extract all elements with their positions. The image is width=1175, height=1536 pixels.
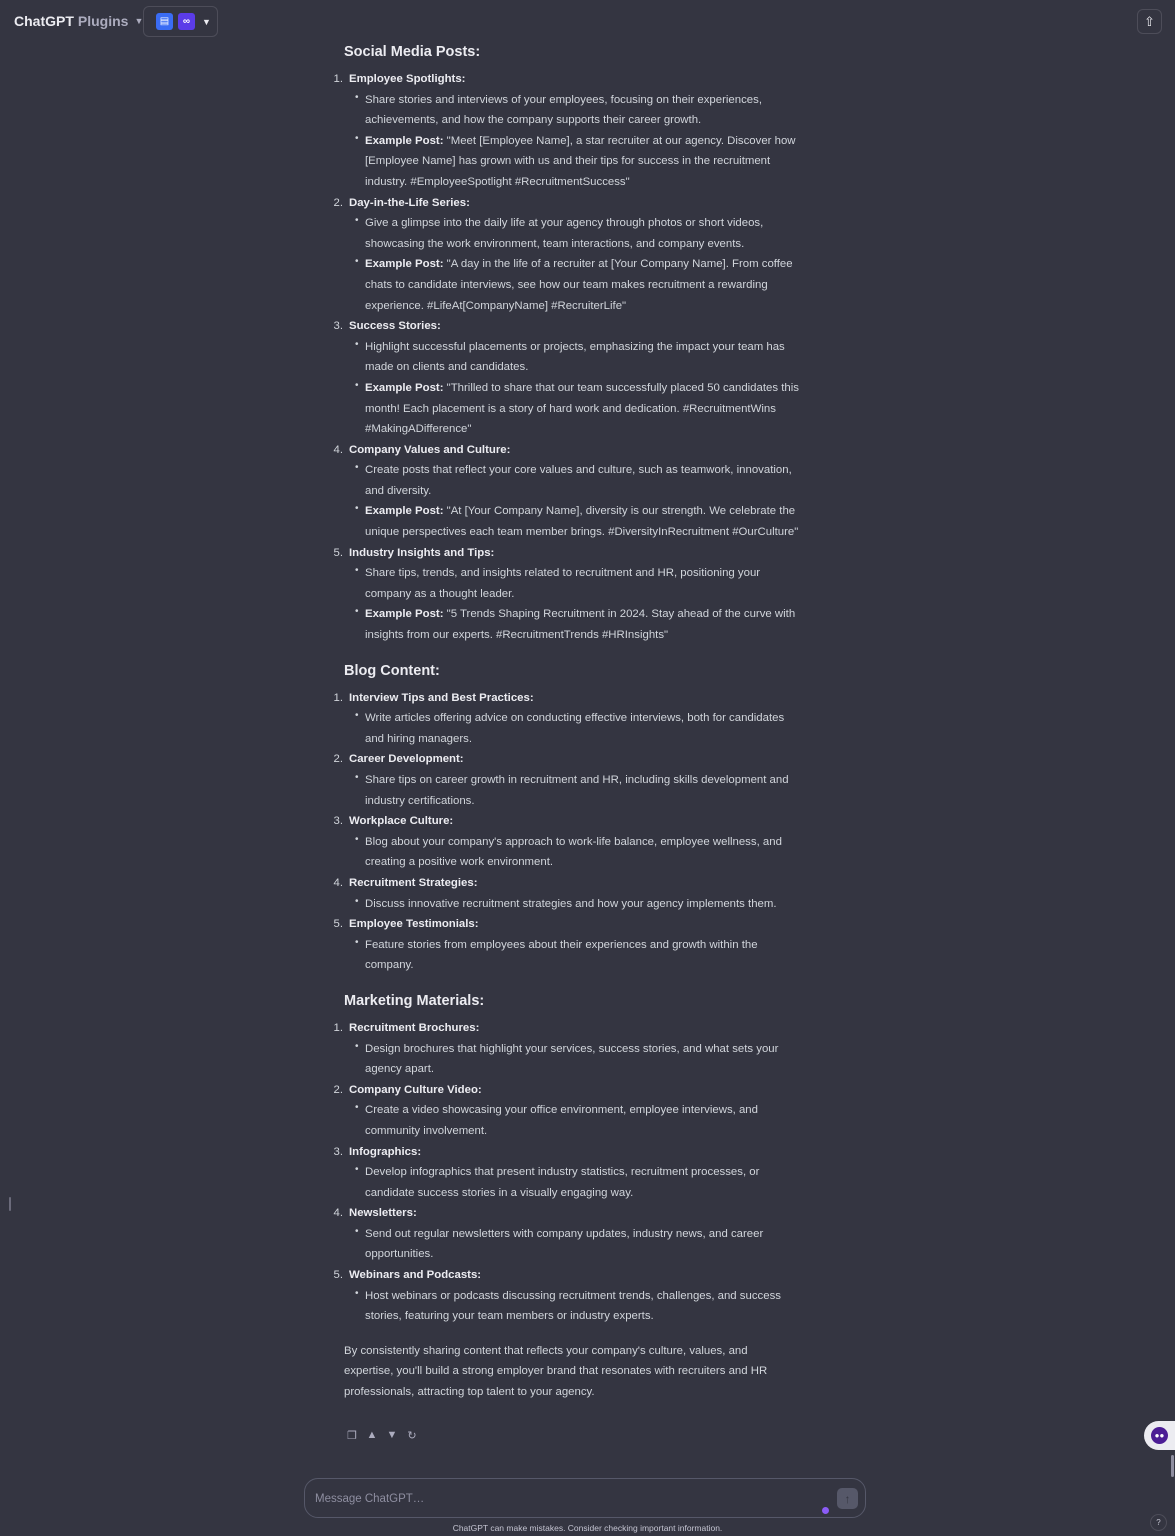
bullet-list — [332, 563, 802, 645]
bullet-text: Write articles offering advice on conducting effective interviews, both for candidates and hiring managers. — [365, 712, 785, 745]
numbered-list — [332, 688, 802, 976]
bullet-text: Create a video showcasing your office environment, employee interviews, and community involvement. — [365, 1104, 758, 1137]
bullet-list — [332, 460, 802, 542]
bullet-text: Create posts that reflect your core values and culture, such as teamwork, innovation, and diversity. — [365, 464, 792, 497]
list-item — [332, 193, 802, 317]
list-number: 2. — [333, 1083, 343, 1096]
message-actions — [345, 1429, 419, 1442]
list-number: 4. — [333, 1207, 343, 1220]
section-heading: Blog Content: — [344, 662, 440, 679]
document-plugin-icon: ▤ — [156, 13, 173, 30]
list-item-title — [332, 193, 802, 214]
bullet-text: Blog about your company's approach to work-life balance, employee wellness, and creating a positive work environment. — [365, 835, 782, 869]
list-item-heading: Industry Insights and Tips: — [349, 546, 495, 559]
bullet-item — [365, 254, 802, 316]
bullet-item — [365, 501, 802, 542]
bullet-list — [332, 337, 802, 440]
help-button[interactable] — [1150, 1514, 1167, 1531]
bullet-list — [332, 1224, 802, 1265]
list-item-title — [332, 543, 802, 564]
list-item-title — [332, 873, 802, 894]
list-item-title — [332, 914, 802, 935]
example-label: Example Post: — [365, 505, 444, 518]
list-item — [332, 440, 802, 543]
share-button[interactable] — [1137, 9, 1162, 34]
list-number: 5. — [333, 918, 343, 931]
example-label: Example Post: — [365, 258, 444, 271]
bullet-list — [332, 1162, 802, 1203]
list-item — [332, 1203, 802, 1265]
list-item — [332, 316, 802, 440]
bullet-text: "Thrilled to share that our team successfully placed 50 candidates this month! Each placement is a story of hard work and dedication. #RecruitmentWins #MakingADifference" — [365, 381, 799, 436]
bullet-text: Highlight successful placements or projects, emphasizing the impact your team has made on clients and candidates. — [365, 340, 785, 374]
bullet-list — [332, 90, 802, 193]
list-item-title — [332, 1142, 802, 1163]
bullet-item — [365, 1162, 802, 1203]
example-label: Example Post: — [365, 608, 444, 621]
chevron-down-icon: ▼ — [202, 16, 211, 27]
section-heading: Marketing Materials: — [344, 992, 485, 1009]
assistant-message — [332, 41, 802, 1403]
bullet-item — [365, 337, 802, 378]
chevron-down-icon: ▼ — [134, 16, 144, 26]
bullet-item — [365, 894, 802, 915]
thumbs-down-icon[interactable]: ▼ — [386, 1429, 398, 1441]
list-item — [332, 688, 802, 750]
list-item-heading: Employee Spotlights: — [349, 73, 466, 85]
model-name: Plugins — [77, 13, 129, 29]
copy-icon[interactable]: ❐ — [347, 1430, 357, 1442]
list-number: 1. — [333, 691, 343, 704]
bullet-list — [332, 708, 802, 749]
send-button[interactable] — [837, 1488, 858, 1509]
list-item-heading: Career Development: — [349, 753, 464, 766]
list-number: 2. — [333, 196, 343, 209]
bullet-item — [365, 1286, 802, 1327]
scrollbar[interactable] — [1171, 1455, 1174, 1477]
bullet-text: Host webinars or podcasts discussing recruitment trends, challenges, and success stories, featuring your team members or industry experts. — [365, 1289, 781, 1323]
bullet-list — [332, 1039, 802, 1080]
bullet-text: "5 Trends Shaping Recruitment in 2024. Stay ahead of the curve with insights from our experts. #RecruitmentTrends #HRInsights" — [365, 608, 796, 642]
arrow-up-icon: ↑ — [844, 1491, 851, 1506]
list-item-heading: Company Values and Culture: — [349, 443, 511, 456]
top-bar — [0, 0, 1175, 44]
bullet-text: Develop infographics that present industry statistics, recruitment processes, or candidate success stories in a visually engaging way. — [365, 1166, 760, 1199]
list-item-heading: Day-in-the-Life Series: — [349, 196, 470, 209]
list-item — [332, 1080, 802, 1142]
list-item-title — [332, 316, 802, 337]
status-dot — [822, 1507, 829, 1514]
message-composer — [304, 1478, 866, 1518]
list-item-heading: Employee Testimonials: — [349, 918, 479, 931]
bullet-text: Send out regular newsletters with company updates, industry news, and career opportunities. — [365, 1227, 764, 1261]
numbered-list — [332, 1018, 802, 1327]
thumbs-up-icon[interactable]: ▲ — [366, 1429, 378, 1441]
list-number: 5. — [333, 546, 343, 559]
bullet-text: Share tips on career growth in recruitment and HR, including skills development and industry certifications. — [365, 774, 789, 807]
sidebar-toggle-handle[interactable] — [9, 1197, 11, 1211]
bullet-text: Discuss innovative recruitment strategies and how your agency implements them. — [365, 897, 777, 910]
list-number: 3. — [333, 320, 343, 333]
regenerate-icon[interactable]: ↻ — [407, 1430, 417, 1442]
list-item-heading: Recruitment Brochures: — [349, 1021, 480, 1034]
bullet-text: Share stories and interviews of your employees, focusing on their experiences, achievements, and how the company supports their career growth. — [365, 93, 762, 127]
list-item-title — [332, 688, 802, 709]
list-item — [332, 69, 802, 193]
bullet-list — [332, 832, 802, 873]
bullet-item — [365, 1039, 802, 1080]
list-item — [332, 749, 802, 811]
bullet-item — [365, 213, 802, 254]
example-label: Example Post: — [365, 381, 444, 394]
bullet-text: Feature stories from employees about their experiences and growth within the company. — [365, 938, 758, 972]
bullet-text: "Meet [Employee Name], a star recruiter at our agency. Discover how [Employee Name] has grown with us and their tips for success in the recruitment industry. #EmployeeSpotlight #RecruitmentSuccess" — [365, 134, 796, 188]
example-label: Example Post: — [365, 134, 444, 147]
list-item-heading: Webinars and Podcasts: — [349, 1269, 482, 1282]
list-item-heading: Success Stories: — [349, 320, 441, 333]
model-switcher[interactable] — [14, 13, 143, 29]
bullet-item — [365, 1224, 802, 1265]
list-number: 5. — [333, 1269, 343, 1282]
list-item-title — [332, 811, 802, 832]
list-item-heading: Interview Tips and Best Practices: — [349, 691, 534, 704]
list-number: 4. — [333, 443, 343, 456]
bullet-text: Design brochures that highlight your services, success stories, and what sets your agency apart. — [365, 1042, 779, 1076]
bullet-item — [365, 90, 802, 131]
list-item-heading: Company Culture Video: — [349, 1083, 482, 1096]
list-number: 3. — [333, 1145, 343, 1158]
list-item — [332, 543, 802, 646]
list-item-heading: Newsletters: — [349, 1207, 417, 1220]
bullet-item — [365, 378, 802, 440]
bullet-item — [365, 770, 802, 811]
list-item — [332, 1142, 802, 1204]
list-item — [332, 1265, 802, 1327]
robot-icon: ●● — [1151, 1427, 1168, 1444]
list-item-heading: Recruitment Strategies: — [349, 876, 478, 889]
bullet-list — [332, 935, 802, 976]
bullet-item — [365, 604, 802, 645]
bullet-item — [365, 935, 802, 976]
list-item — [332, 914, 802, 976]
list-number: 4. — [333, 876, 343, 889]
bullet-item — [365, 1100, 802, 1141]
list-number: 2. — [333, 753, 343, 766]
bullet-item — [365, 832, 802, 873]
message-input[interactable] — [315, 1488, 795, 1510]
numbered-list — [332, 69, 802, 646]
bullet-item — [365, 460, 802, 501]
list-item-title — [332, 1018, 802, 1039]
bullet-item — [365, 708, 802, 749]
help-icon: ? — [1156, 1518, 1161, 1527]
list-item-title — [332, 69, 802, 90]
bullet-text: Share tips, trends, and insights related to recruitment and HR, positioning your company as a thought leader. — [365, 567, 761, 600]
list-item-title — [332, 749, 802, 770]
bullet-list — [332, 1100, 802, 1141]
bullet-item — [365, 131, 802, 193]
list-number: 1. — [333, 1021, 343, 1034]
list-item — [332, 873, 802, 914]
closing-paragraph: By consistently sharing content that reflects your company's culture, values, and expertise, you'll build a strong employer brand that resonates with recruiters and HR professionals, attracting top talent to your agency. — [344, 1344, 768, 1399]
bullet-list — [332, 213, 802, 316]
list-item-heading: Workplace Culture: — [349, 815, 454, 828]
bullet-text: "At [Your Company Name], diversity is our strength. We celebrate the unique perspectives each team member brings. #DiversityInRecruitment #OurCulture" — [365, 505, 799, 539]
list-item — [332, 811, 802, 873]
section-heading: Social Media Posts: — [344, 44, 481, 60]
bullet-list — [332, 770, 802, 811]
list-item-title — [332, 1203, 802, 1224]
list-item — [332, 1018, 802, 1080]
list-item-title — [332, 1265, 802, 1286]
floating-assistant-button[interactable] — [1144, 1421, 1175, 1450]
disclaimer-text: ChatGPT can make mistakes. Consider checking important information. — [452, 1523, 723, 1533]
bullet-list — [332, 894, 802, 915]
list-item-title — [332, 1080, 802, 1101]
bullet-text: Give a glimpse into the daily life at your agency through photos or short videos, showcasing the work environment, team interactions, and company events. — [365, 217, 764, 250]
list-item-title — [332, 440, 802, 461]
bullet-text: "A day in the life of a recruiter at [Your Company Name]. From coffee chats to candidate interviews, see how our team makes recruitment a rewarding experience. #LifeAt[CompanyName] #RecruiterLife" — [365, 258, 793, 312]
list-item-heading: Infographics: — [349, 1145, 422, 1158]
bullet-list — [332, 1286, 802, 1327]
list-number: 1. — [333, 73, 343, 85]
link-plugin-icon: ∞ — [178, 13, 195, 30]
share-icon: ⇧ — [1144, 13, 1155, 29]
plugin-selector[interactable] — [143, 6, 218, 37]
list-number: 3. — [333, 815, 343, 828]
bullet-item — [365, 563, 802, 604]
app-name: ChatGPT — [14, 13, 74, 29]
